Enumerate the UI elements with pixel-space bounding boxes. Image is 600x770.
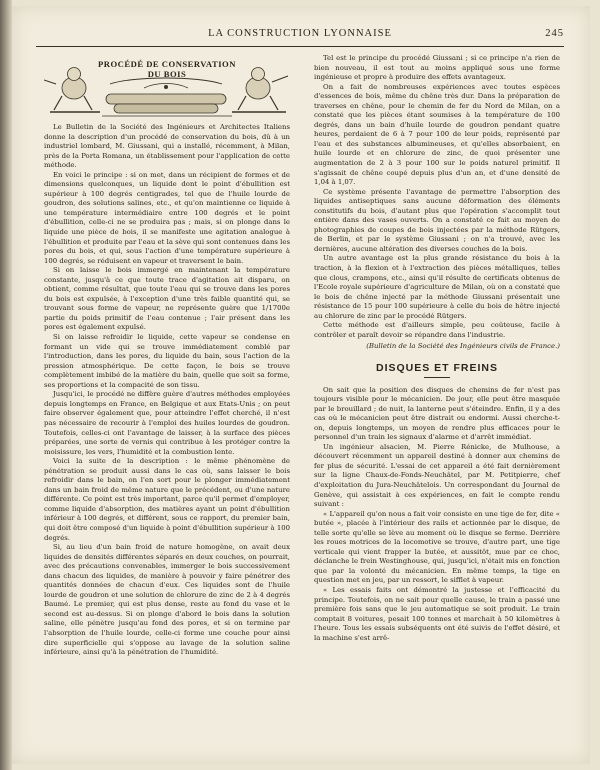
book-binding-edge — [0, 0, 12, 770]
article2-title: DISQUES ET FREINS — [375, 361, 498, 374]
article2-paragraph: « Les essais faits ont démontré la justesse et l'efficacité du principe. Toutefois, on ne sait pour quelle cause, le train a passé une première fois sans que le jeu automatique se soit produit. Le train comptait 8 voitures, pesait 100 tonnes et marchait à 50 kilomètres à l'heure. Tous les essais subséquents ont été suivis de l'effet désiré, et la machine s'est arrê- — [314, 585, 560, 642]
article1-paragraph: Voici la suite de la description : le même phénomène de pénétration se produit aussi dans le cas où, sans laisser le bois refroidir dans le bain, on l'en sort pour le plonger immédiatement dans un bain froid de même nature que le précédent, ou d'une nature différente. Ce point est très important, parce qu'il permet d'employer, comme liquide d'absorption, des matières ayant un point d'ébullition inférieur à 100 degrés, et différent, sous ce rapport, du premier bain, qui doit être composé d'un liquide à point d'ébullition supérieur à 100 degrés. — [44, 457, 290, 542]
article2-paragraph: On sait que la position des disques de chemins de fer n'est pas toujours visible pour le mécanicien. De jour, elle peut être masquée par le brouillard ; de nuit, la lanterne peut s'éteindre. Enfin, il y a des cas où le mécanicien peut être distrait ou endormi. Aussi cherche-t-on, depuis longtemps, un moyen de rendre plus efficaces pour le personnel d'un train les signaux d'alarme et d'arrêt immédiat. — [314, 385, 560, 442]
article1-paragraph: Le Bulletin de la Société des Ingénieurs et Architectes Italiens donne la description d'un procédé de conservation du bois, dû à un industriel lombard, M. Giussani, qui a installé, récemment, à Milan, près de la Porta Romana, un établissement pour l'application de cette méthode. — [44, 123, 290, 170]
article1-paragraph: Tel est le principe du procédé Giussani ; si ce principe n'a rien de bien nouveau, il est tout au moins appliqué sous une forme ingénieuse et propre à produire des effets avantageux. — [314, 54, 560, 82]
article1-paragraph: Ce système présente l'avantage de permettre l'absorption des liquides antiseptiques sans aucune déformation des éléments constitutifs du bois, d'autant plus que l'opération s'accomplit tout entière dans des vases ouverts. On a constaté ce fait au moyen de photographies de coupes de bois injectées par la méthode Rütgers, de Berlin, et par le système Giussani ; on n'a trouvé, avec les dernières, aucune altération des diverses couches de la bois. — [314, 187, 560, 253]
header-rule — [36, 46, 564, 47]
article2-paragraph: Un ingénieur alsacien, M. Pierre Rénicke, de Mulhouse, a découvert récemment un appareil destiné à donner aux chemins de fer plus de sécurité. L'essai de cet appareil a été fait dernièrement sur la ligne Chaux-de-Fonds-Neuchâtel, par M. Petitpierre, chef d'exploitation du Jura-Neuchâtelois. Un correspondant du Journal de Genève, qui assistait à ces expériences, en fait le compte rendu suivant : — [314, 442, 560, 509]
right-column — [314, 54, 560, 643]
article1-paragraph: On a fait de nombreuses expériences avec toutes espèces d'essences de bois, même du chêne très dur. Dans la préparation de traverses en chêne, pour le chemin de fer du Nord de Milan, on a constaté que les pièces étant soumises à la température de 100 degrés, dans un bain d'huile lourde de goudron pendant quatre heures, perdaient de 6 à 7 pour 100 de leur poids, représenté par l'eau et des substances albumineuses, et qu'elles absorbaient, en huile lourde et en chlorure de zinc, de quoi présenter une augmentation de 2 à 3 pour 100 sur le poids naturel primitif. Il s'agissait de chêne coupé depuis plus d'un an, et d'une densité de 1,04 à 1,07. — [314, 82, 560, 187]
left-column — [44, 54, 290, 658]
journal-title: LA CONSTRUCTION LYONNAISE — [208, 28, 392, 39]
article1-paragraph: Jusqu'ici, le procédé ne diffère guère d'autres méthodes employées depuis longtemps en France, en Belgique et aux Etats-Unis ; on peut faire observer également que, pour atteindre l'effet cherché, il n'est pas nécessaire de recourir à l'emploi des huiles lourdes de goudron. Toutefois, celles-ci ont l'avantage de laisser, à la surface des pièces préparées, une sorte de vernis qui contribue à les protéger contre la moisissure, les vers, l'humidité et la combustion lente. — [44, 390, 290, 456]
article-headpiece — [44, 54, 290, 120]
article1-paragraph: Un autre avantage est la plus grande résistance du bois à la traction, à la flexion et à l'extraction des pièces métalliques, telles que clous, crampons, etc., ainsi qu'il résulte de certificats obtenus de l'Ecole royale supérieure d'agriculture de Milan, où on a constaté que le bois de chêne injecté par la méthode Giussani présentait une résistance de 15 pour 100 supérieure à celle du bois de hêtre injecté au chlorure de zinc par le procédé Rütgers. — [314, 254, 560, 320]
article1-paragraph: Si on laisse refroidir le liquide, cette vapeur se condense en formant un vide qui se trouve immédiatement comblé par l'introduction, dans les pores, du liquide du bain, sous l'action de la pression atmosphérique. De cette façon, le bois se trouve complètement imbibé de la matière du bain, quelle que soit sa forme, ses proportions et la compacité de son tissu. — [44, 333, 290, 389]
title-underline-rule — [424, 377, 450, 378]
article2-paragraph: « L'appareil qu'on nous a fait voir consiste en une tige de fer, dite « butée », placée à l'intérieur des rails et actionnée par le disque, de telle sorte qu'elle se lève au moment où le disque se ferme. Derrière les roues motrices de la locomotive se trouve, d'autre part, une tige verticale qui vient frapper la butée, et aussitôt, mue par ce choc, déclanche le frein Westinghouse, qui, jusqu'ici, n'était mis en fonction que par la volonté du mécanicien. En même temps, la tige en question met en jeu, par un ressort, le sifflet à vapeur. — [314, 509, 560, 585]
article1-paragraph: En voici le principe : si on met, dans un récipient de formes et de dimensions quelconques, un liquide dont le point d'ébullition est supérieur à 100 degrés centigrades, tel que de l'huile lourde de goudron, des solutions salines, etc., et qu'on maintienne ce liquide à une température intermédiaire entre 100 degrés et le point d'ébullition, celle-ci ne se produira pas ; mais, si on plonge dans le liquide une pièce de bois, il se manifeste une agitation analogue à l'ébullition et produite par l'eau et la sève qui sont contenues dans les pores du bois, et qui, sous l'action d'une température supérieure à 100 degrés, se réduisent en vapeur et traversent le bain. — [44, 170, 290, 265]
article1-paragraph: Si, au lieu d'un bain froid de nature homogène, on avait deux liquides de densités différentes séparés en deux couches, on pourrait, avec des précautions convenables, immerger le bois successivement dans chacun des liquides, de manière à pouvoir y faire pénétrer des quantités données de chacun d'eux. Ces liquides sont de l'huile lourde de goudron et une solution de chlorure de zinc de 2 à 4 degrés Baumé. Le premier, qui est plus dense, reste au fond du vase et le second est au-dessus. Si on plonge d'abord le bois dans la solution saline, elle pénètre jusqu'au fond des pores, et si on termine par l'absorption de l'huile lourde, celle-ci forme une couche pour ainsi dire superficielle qui s'oppose au lavage de la solution saline inférieure, ainsi qu'à la pénétration de l'humidité. — [44, 543, 290, 657]
page-number: 245 — [545, 28, 564, 39]
article1-paragraph: Si on laisse le bois immergé en maintenant la température constante, jusqu'à ce que toute trace d'agitation ait disparu, on obtient, comme résultat, que toute l'eau qui se trouve dans les pores du bois est expulsée, à l'exception d'une très faible quantité qui, se trouvant sous forme de vapeur, ne représente guère que 1/1700e partie du poids primitif de l'eau contenue ; l'air présent dans les pores est également expulsé. — [44, 266, 290, 332]
article1-source-citation: (Bulletin de la Société des Ingénieurs civils de France.) — [366, 342, 560, 351]
article1-paragraph: Cette méthode est d'ailleurs simple, peu coûteuse, facile à contrôler et paraît devoir se répandre dans l'industrie. — [314, 321, 560, 339]
article-title: PROCÉDÉ DE CONSERVATION DU BOIS — [98, 59, 236, 79]
